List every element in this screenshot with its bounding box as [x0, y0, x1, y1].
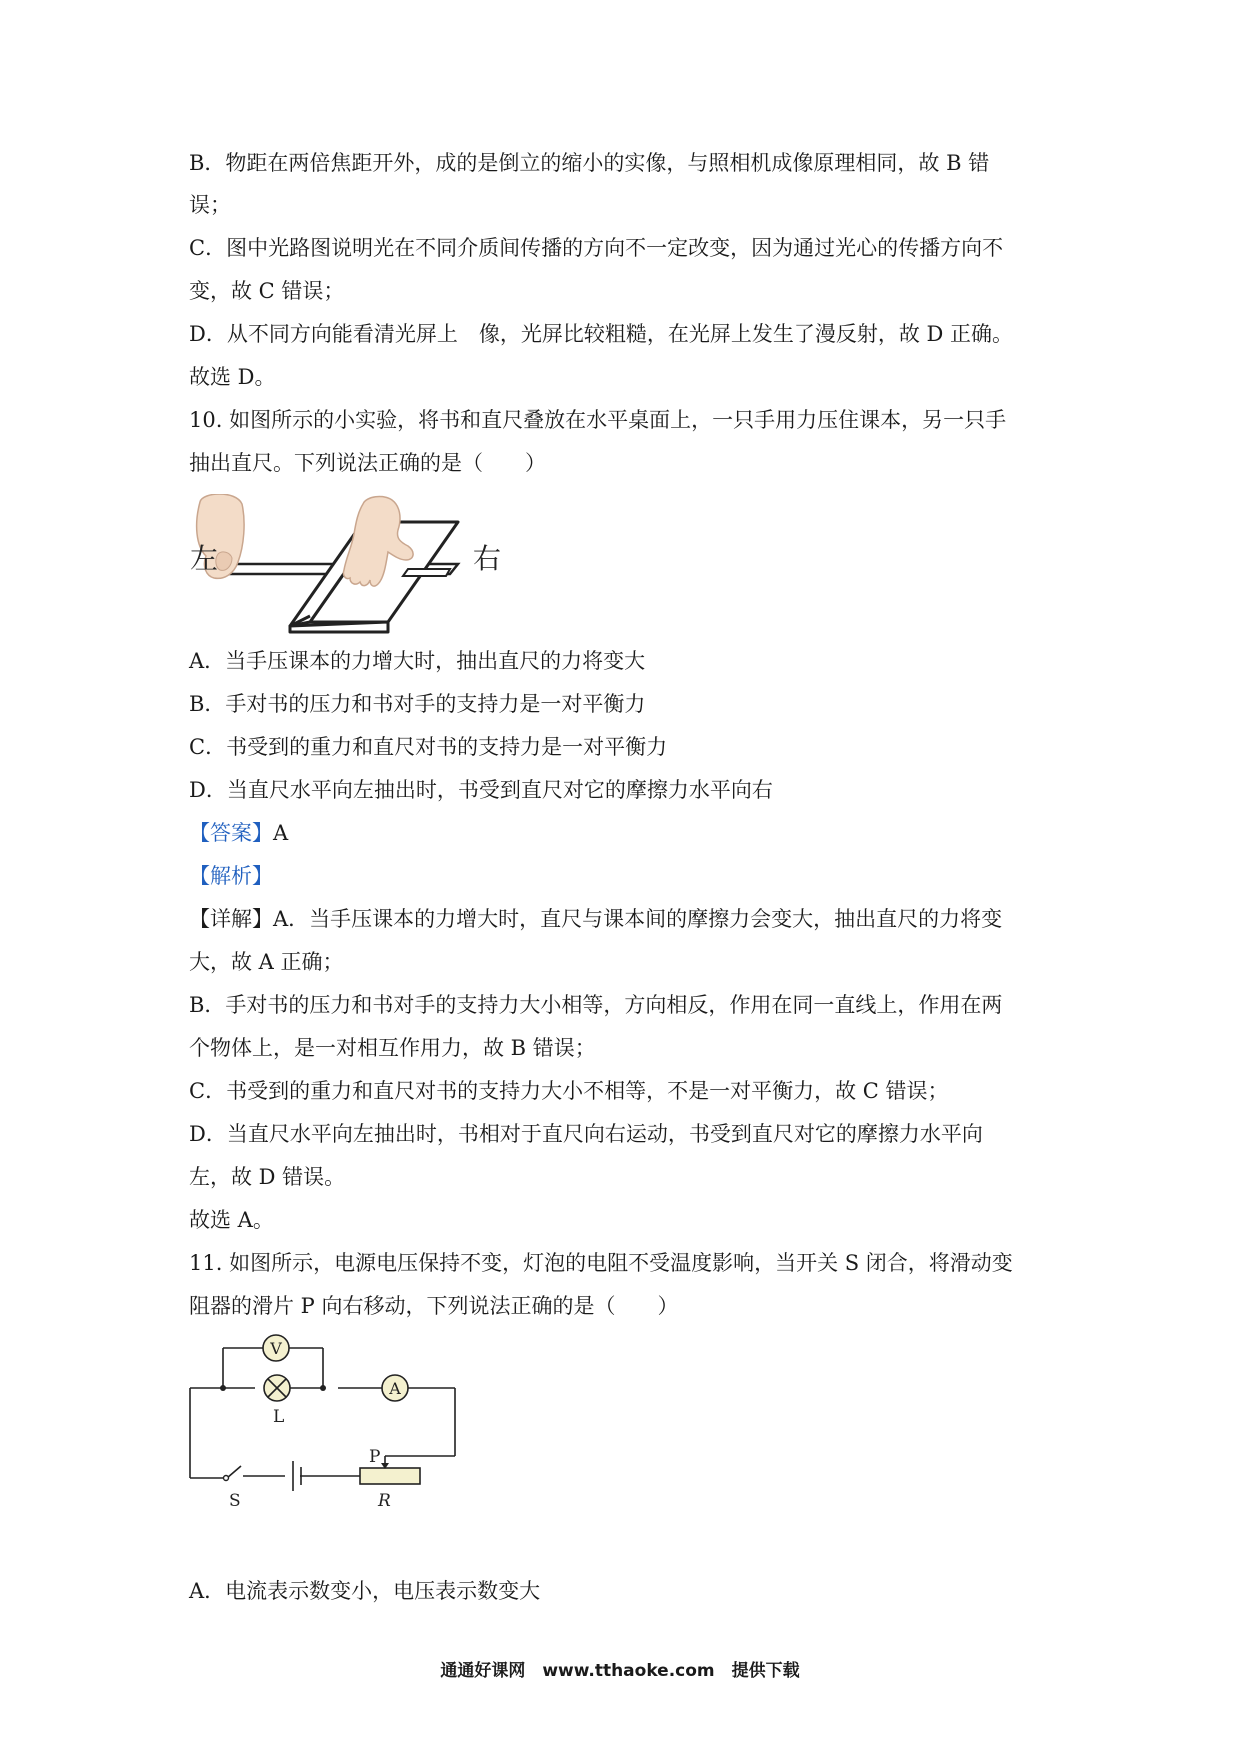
q9-conclusion: 故选 D。: [189, 365, 276, 389]
rheostat-symbol: [360, 1468, 420, 1484]
lamp-symbol: [264, 1375, 290, 1401]
voltmeter-label: V: [270, 1339, 282, 1358]
q10-detail-line4: 个物体上，是一对相互作用力，故 B 错误；: [189, 1036, 596, 1060]
left-label: 左: [190, 542, 219, 575]
q11-stem-line1: 11. 如图所示，电源电压保持不变，灯泡的电阻不受温度影响，当开关 S 闭合，将滑动变: [189, 1251, 1013, 1275]
q11-option-a: A．电流表示数变小，电压表示数变大: [189, 1579, 541, 1603]
q10-stem-line2: 抽出直尺。下列说法正确的是（ ）: [189, 451, 546, 475]
detail-tag: 【详解】: [189, 907, 273, 931]
q10-detail-line5: C．书受到的重力和直尺对书的支持力大小不相等，不是一对平衡力，故 C 错误；: [189, 1079, 949, 1103]
answer-tag: 【答案】: [189, 821, 273, 845]
lamp-label: L: [273, 1407, 285, 1427]
analysis-tag: 【解析】: [189, 864, 273, 888]
q10-option-a: A．当手压课本的力增大时，抽出直尺的力将变大: [189, 649, 646, 673]
switch-label: S: [229, 1491, 241, 1511]
slider-label: P: [369, 1447, 381, 1467]
q10-stem-line1: 10. 如图所示的小实验，将书和直尺叠放在水平桌面上，一只手用力压住课本，另一只手: [189, 408, 1007, 432]
q11-circuit-diagram: [185, 1326, 465, 1516]
q11-stem-line2: 阻器的滑片 P 向右移动，下列说法正确的是（ ）: [189, 1294, 679, 1318]
q10-figure: [188, 494, 508, 634]
page-footer: 通通好课网 www.tthaoke.com 提供下载: [440, 1661, 800, 1681]
rheostat-label: R: [378, 1491, 391, 1511]
q9-option-b-line2: 误；: [189, 193, 231, 217]
q10-detail-line3: B．手对书的压力和书对手的支持力大小相等，方向相反，作用在同一直线上，作用在两: [189, 993, 1003, 1017]
ammeter-label: A: [389, 1379, 401, 1398]
q10-detail-line1: [189, 904, 1002, 934]
detail-text: A．当手压课本的力增大时，直尺与课本间的摩擦力会变大，抽出直尺的力将变: [273, 907, 1003, 931]
q9-option-c-line2: 变，故 C 错误；: [189, 279, 345, 303]
q10-option-b: B．手对书的压力和书对手的支持力是一对平衡力: [189, 692, 646, 716]
q10-detail-line7: 左，故 D 错误。: [189, 1165, 346, 1189]
q10-analysis: [189, 861, 273, 891]
right-label: 右: [473, 542, 502, 575]
q10-detail-line2: 大，故 A 正确；: [189, 950, 344, 974]
ammeter-symbol: [382, 1375, 408, 1401]
q10-option-d: D．当直尺水平向左抽出时，书受到直尺对它的摩擦力水平向右: [189, 778, 773, 802]
q10-conclusion: 故选 A。: [189, 1208, 274, 1232]
q10-answer: [189, 818, 288, 848]
q9-option-c-line1: C．图中光路图说明光在不同介质间传播的方向不一定改变，因为通过光心的传播方向不: [189, 236, 1004, 260]
voltmeter-symbol: [263, 1335, 289, 1361]
q9-option-d: D．从不同方向能看清光屏上 像，光屏比较粗糙，在光屏上发生了漫反射，故 D 正确。: [189, 322, 1014, 346]
answer-value: A: [273, 821, 289, 845]
q9-option-b-line1: B．物距在两倍焦距开外，成的是倒立的缩小的实像，与照相机成像原理相同，故 B 错: [189, 151, 990, 175]
q10-detail-line6: D．当直尺水平向左抽出时，书相对于直尺向右运动，书受到直尺对它的摩擦力水平向: [189, 1122, 983, 1146]
q10-option-c: C．书受到的重力和直尺对书的支持力是一对平衡力: [189, 735, 668, 759]
